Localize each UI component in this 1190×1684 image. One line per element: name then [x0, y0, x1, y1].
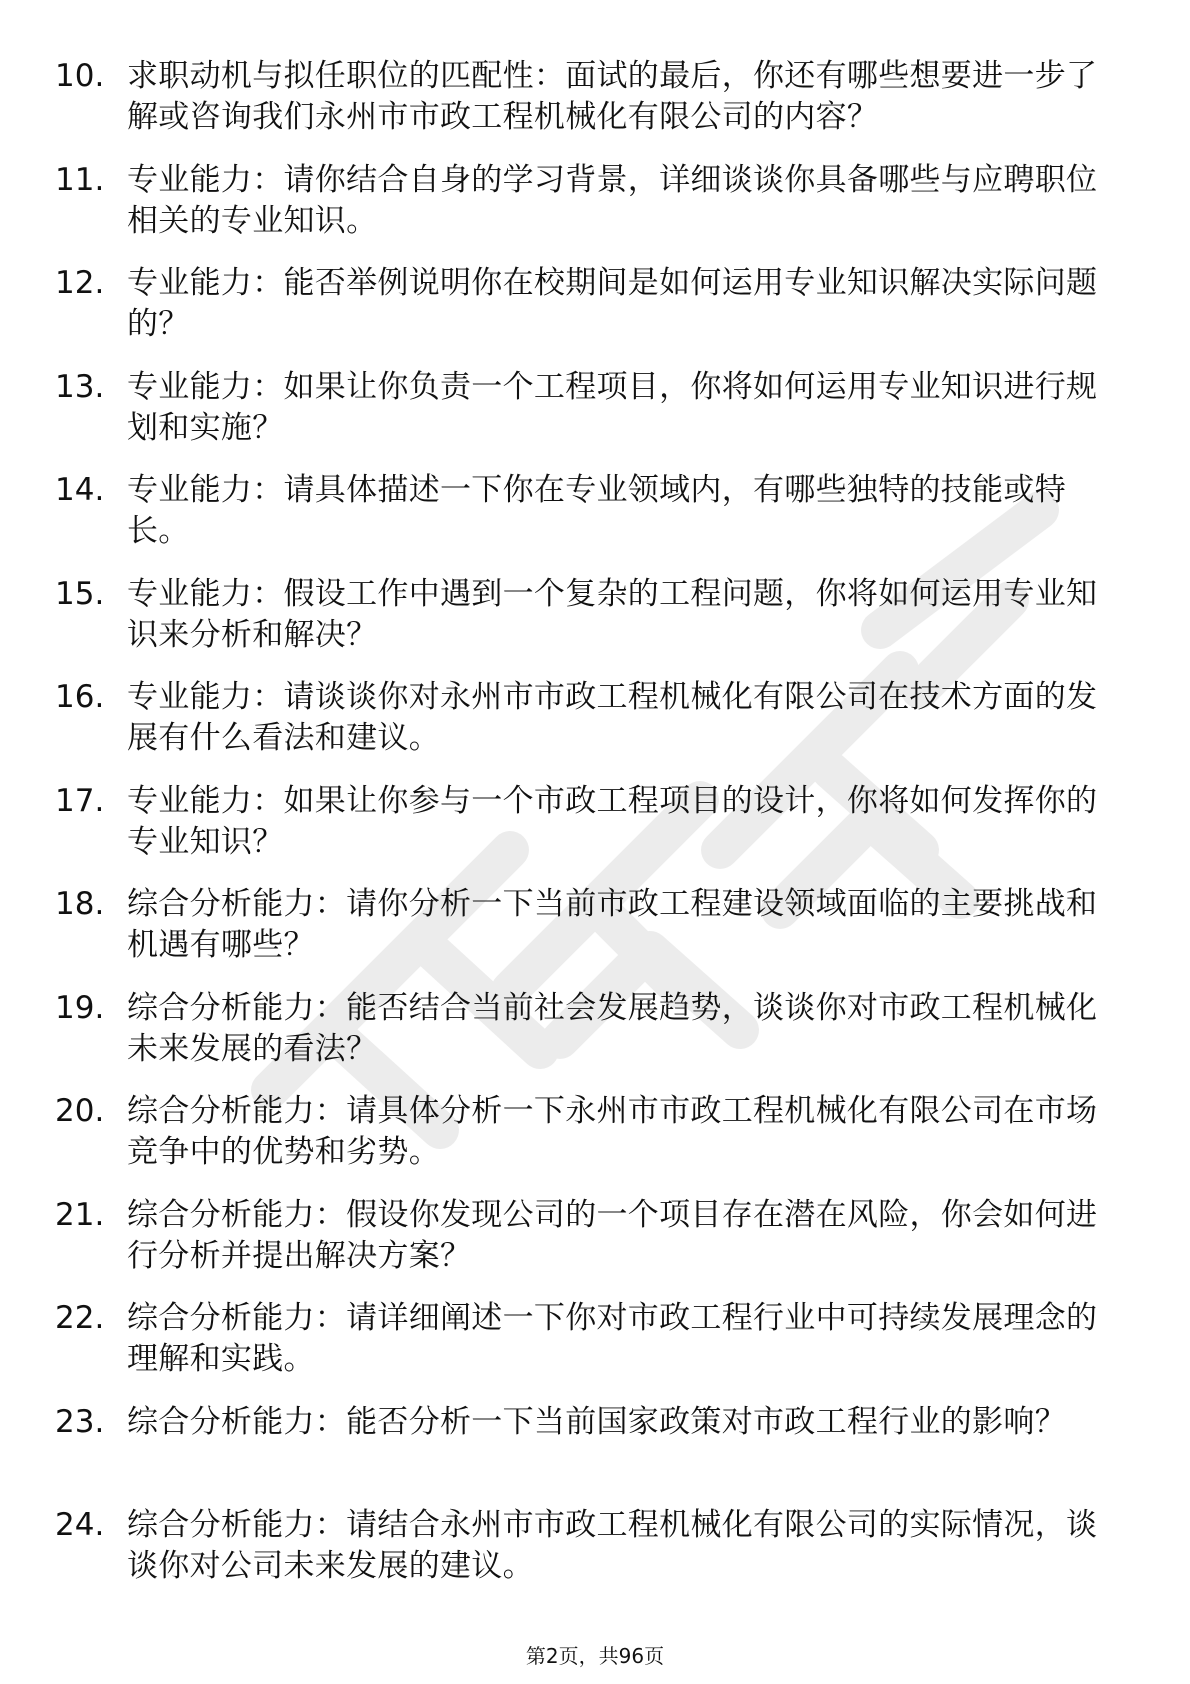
- question-text: 专业能力：如果让你参与一个市政工程项目的设计，你将如何发挥你的专业知识？: [127, 782, 1098, 860]
- question-item: [55, 884, 1135, 988]
- page-number: 第2页，共96页: [525, 1644, 665, 1668]
- question-item: [55, 367, 1135, 471]
- question-number: 16.: [55, 679, 105, 715]
- question-text: 专业能力：能否举例说明你在校期间是如何运用专业知识解决实际问题的？: [127, 265, 1098, 342]
- question-item: [55, 574, 1135, 678]
- question-text: 专业能力：假设工作中遇到一个复杂的工程问题，你将如何运用专业知识来分析和解决？: [127, 575, 1098, 653]
- question-item: [55, 160, 1135, 264]
- question-number: 13.: [55, 368, 105, 405]
- question-item: [55, 1402, 1135, 1506]
- question-number: 23.: [55, 1403, 105, 1440]
- question-number: 19.: [55, 989, 105, 1026]
- question-text: 专业能力：如果让你负责一个工程项目，你将如何运用专业知识进行规划和实施？: [127, 368, 1098, 446]
- question-number: 20.: [55, 1093, 105, 1129]
- question-number: 22.: [55, 1300, 105, 1336]
- question-number: 12.: [55, 265, 105, 301]
- question-text: 专业能力：请具体描述一下你在专业领域内，有哪些独特的技能或特长。: [127, 472, 1066, 549]
- question-number: 10.: [55, 58, 105, 94]
- question-text: 综合分析能力：请结合永州市市政工程机械化有限公司的实际情况，谈谈你对公司未来发展的建议。: [127, 1507, 1098, 1584]
- question-item: [55, 56, 1135, 160]
- question-number: 21.: [55, 1196, 105, 1233]
- question-item: [55, 1298, 1135, 1402]
- question-item: [55, 988, 1135, 1092]
- question-item: [55, 1505, 1135, 1609]
- question-number: 17.: [55, 782, 105, 819]
- question-item: [55, 1195, 1135, 1299]
- question-item: [55, 263, 1135, 367]
- question-number: 24.: [55, 1507, 105, 1543]
- question-text: 求职动机与拟任职位的匹配性：面试的最后，你还有哪些想要进一步了解或咨询我们永州市市政工程机械化有限公司的内容？: [127, 58, 1098, 135]
- question-number: 11.: [55, 161, 105, 198]
- question-number: 14.: [55, 472, 105, 508]
- question-text: 综合分析能力：假设你发现公司的一个项目存在潜在风险，你会如何进行分析并提出解决方案？: [127, 1196, 1098, 1274]
- question-text: 综合分析能力：请你分析一下当前市政工程建设领域面临的主要挑战和机遇有哪些？: [127, 886, 1098, 963]
- question-item: [55, 470, 1135, 574]
- question-item: [55, 1091, 1135, 1195]
- question-text: 综合分析能力：能否结合当前社会发展趋势，谈谈你对市政工程机械化未来发展的看法？: [127, 989, 1098, 1067]
- question-number: 18.: [55, 886, 105, 922]
- question-text: 综合分析能力：能否分析一下当前国家政策对市政工程行业的影响？: [127, 1403, 1066, 1440]
- question-item: [55, 781, 1135, 885]
- question-text: 专业能力：请谈谈你对永州市市政工程机械化有限公司在技术方面的发展有什么看法和建议。: [127, 679, 1098, 756]
- question-text: 综合分析能力：请具体分析一下永州市市政工程机械化有限公司在市场竞争中的优势和劣势。: [127, 1093, 1098, 1170]
- question-list: [55, 56, 1135, 1609]
- question-text: 综合分析能力：请详细阐述一下你对市政工程行业中可持续发展理念的理解和实践。: [127, 1300, 1098, 1377]
- question-number: 15.: [55, 575, 105, 612]
- question-item: [55, 677, 1135, 781]
- question-text: 专业能力：请你结合自身的学习背景，详细谈谈你具备哪些与应聘职位相关的专业知识。: [127, 161, 1098, 239]
